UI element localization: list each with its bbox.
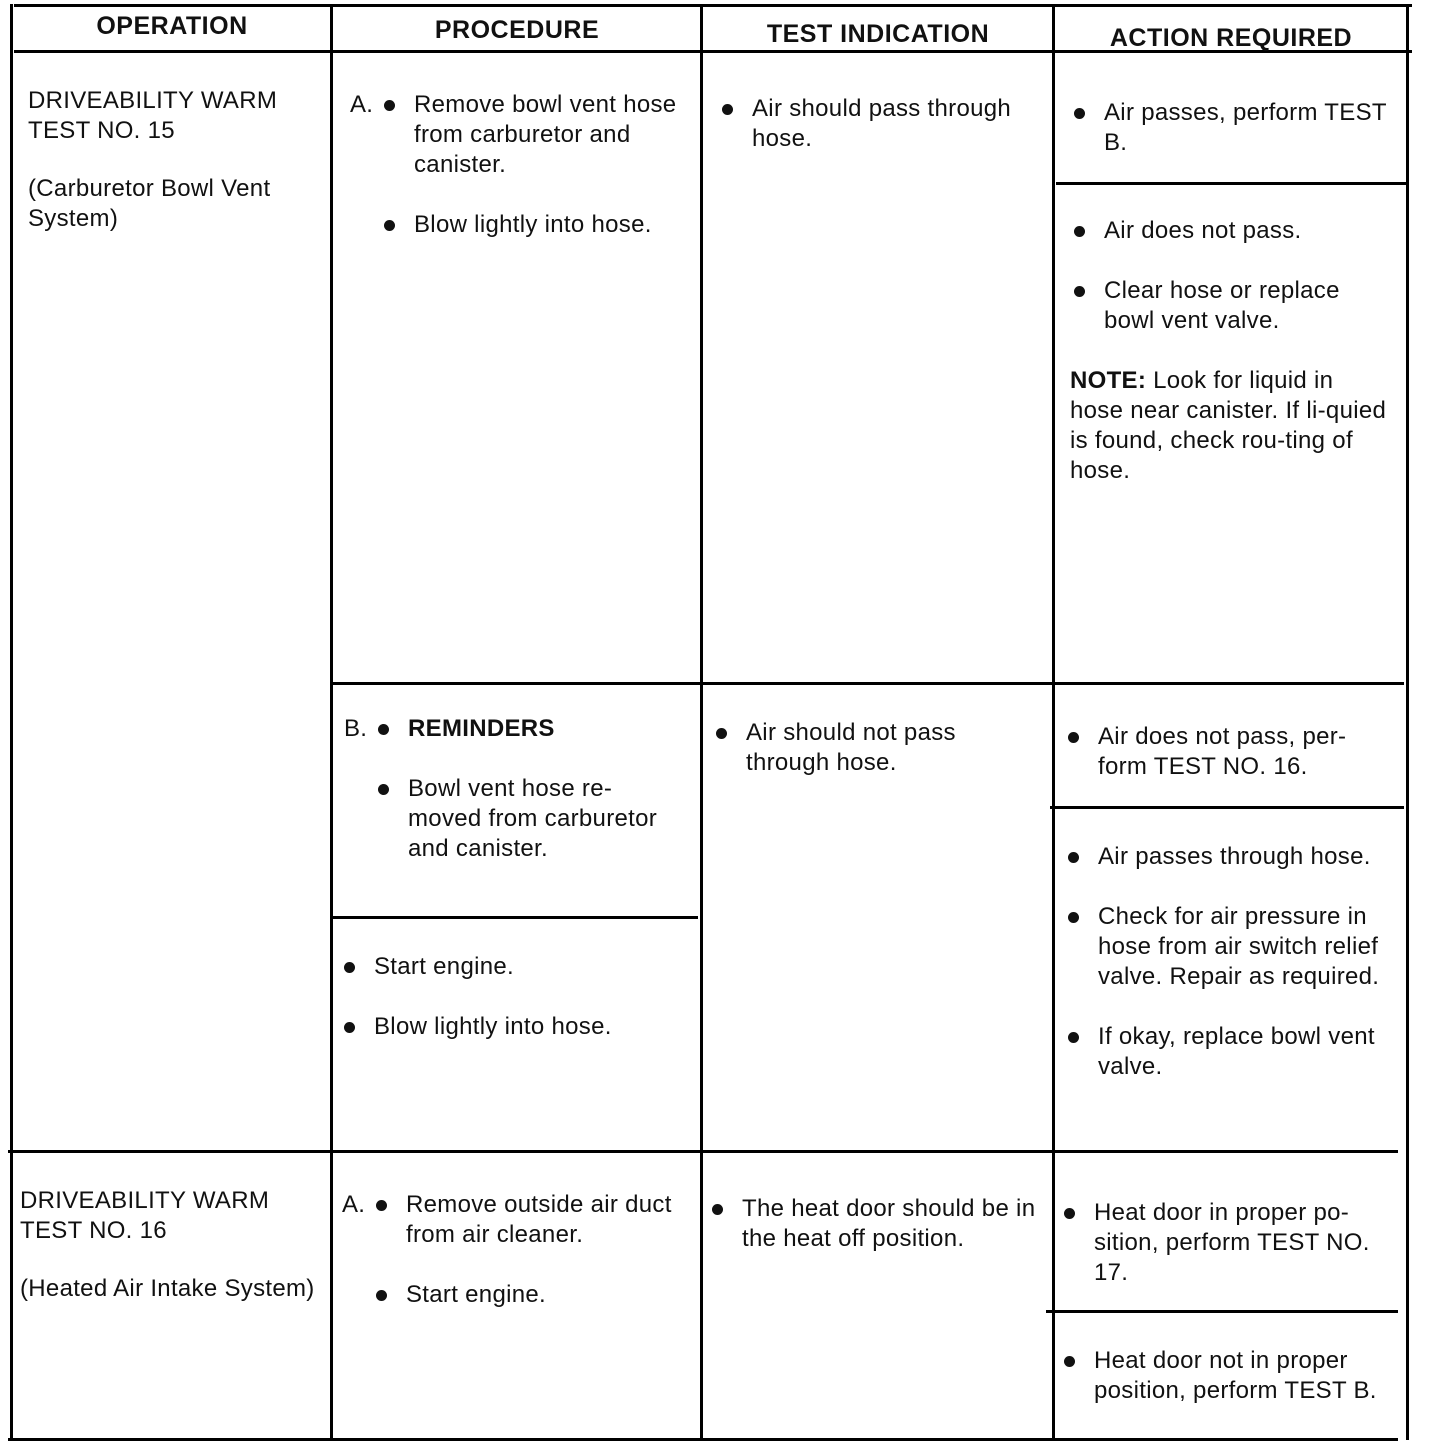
list-item [350,90,685,180]
bullet-icon [344,962,355,973]
col-divider-1 [330,4,333,1440]
bullet-icon [1074,286,1085,297]
table-border-left [10,4,13,1440]
header-test-indication: TEST INDICATION [766,20,990,48]
list-item [1064,1022,1394,1082]
step-letter: A. [342,1191,366,1218]
test16-title: DRIVEABILITY WARM TEST NO. 16 [20,1187,270,1244]
step-text: Start engine. [406,1281,546,1308]
reminder-text: Bowl vent hose re-moved from carburetor and canister. [408,775,658,862]
test15a-indication [718,94,1043,184]
list-item [1070,216,1392,246]
test15-title: DRIVEABILITY WARM TEST NO. 15 [28,87,278,144]
row-a-b-divider [330,682,1404,685]
step-text: Remove outside air duct from air cleaner. [406,1191,672,1248]
bullet-icon [1064,1208,1075,1219]
test15b-reminders [344,714,684,894]
step-letter: A. [350,91,374,118]
step-text: Start engine. [374,953,514,980]
list-item [708,1194,1038,1254]
bullet-icon [1064,1356,1075,1367]
list-item [1070,98,1395,158]
test16a-action-fail [1060,1346,1392,1406]
bullet-icon [344,1022,355,1033]
bullet-icon [378,784,389,795]
action-text: Heat door in proper po-sition, perform TEST NO. 17. [1094,1199,1370,1286]
step-text: Remove bowl vent hose from carburetor and canister. [414,91,677,178]
test-divider [8,1150,1398,1153]
list-item [1070,276,1392,336]
list-item [342,1190,687,1250]
step-text: Blow lightly into hose. [414,211,652,238]
list-item [712,718,1037,778]
indication-text: Air should pass through hose. [752,95,1012,152]
action-text: Air passes, perform TEST B. [1104,99,1387,156]
bullet-icon [1068,732,1079,743]
list-item [1064,902,1394,992]
test16-subtitle: (Heated Air Intake System) [20,1275,315,1302]
test15-operation [28,86,318,234]
bullet-icon [1074,226,1085,237]
list-item [1064,722,1394,782]
table-border-bottom [8,1438,1398,1441]
indication-text: The heat door should be in the heat off position. [742,1195,1036,1252]
bullet-icon [1068,912,1079,923]
test15b-action-fail [1064,842,1394,1112]
note-text: Look for liquid in hose near canister. If li-quied is found, check rou-ting of hose. [1070,367,1387,484]
action-text: Air does not pass, per-form TEST NO. 16. [1098,723,1347,780]
bullet-icon [716,728,727,739]
list-item [718,94,1043,154]
bullet-icon [1068,852,1079,863]
bullet-icon [376,1200,387,1211]
step-text: Blow lightly into hose. [374,1013,612,1040]
test15b-procedure [340,952,685,1072]
list-item [340,1012,685,1042]
bullet-icon [1074,108,1085,119]
action-text: If okay, replace bowl vent valve. [1098,1023,1375,1080]
bullet-icon [384,100,395,111]
list-item [340,952,685,982]
test15a-procedure [350,90,685,270]
action-text: Air passes through hose. [1098,843,1371,870]
note-label: NOTE: [1070,367,1147,394]
header-procedure: PROCEDURE [434,16,600,44]
table-border-right [1406,4,1409,1440]
test15b-action-pass [1064,722,1394,812]
bullet-icon [712,1204,723,1215]
bullet-icon [384,220,395,231]
list-item [1060,1198,1390,1288]
list-item [1060,1346,1392,1406]
test16-operation [20,1186,316,1304]
test16a-action-pass [1060,1198,1390,1318]
indication-text: Air should not pass through hose. [746,719,956,776]
test15b-indication [712,718,1037,808]
bullet-icon [376,1290,387,1301]
list-item [342,1280,687,1310]
test16a-procedure [342,1190,687,1340]
reminders-divider [330,916,698,919]
bullet-icon [722,104,733,115]
col-divider-2 [700,4,703,1440]
action-text: Air does not pass. [1104,217,1302,244]
note [1070,366,1392,486]
action-text: Check for air pressure in hose from air switch relief valve. Repair as required. [1098,903,1380,990]
col-divider-3 [1052,4,1055,1440]
header-action-required: ACTION REQUIRED [1109,24,1353,52]
test15a-action-pass [1070,98,1395,188]
bullet-icon [1068,1032,1079,1043]
table-border-top [14,4,1412,7]
reminders-label: REMINDERS [408,715,555,742]
step-letter: B. [344,715,368,742]
test15-subtitle: (Carburetor Bowl Vent System) [28,175,271,232]
bullet-icon [378,724,389,735]
test16a-indication [708,1194,1038,1284]
action-text: Heat door not in proper position, perform TEST B. [1094,1347,1377,1404]
header-operation: OPERATION [96,12,248,40]
action-text: Clear hose or replace bowl vent valve. [1104,277,1340,334]
list-item [1064,842,1394,872]
list-item [350,210,685,240]
test15a-action-fail [1070,216,1392,486]
list-item [344,774,684,864]
list-item [344,714,684,744]
